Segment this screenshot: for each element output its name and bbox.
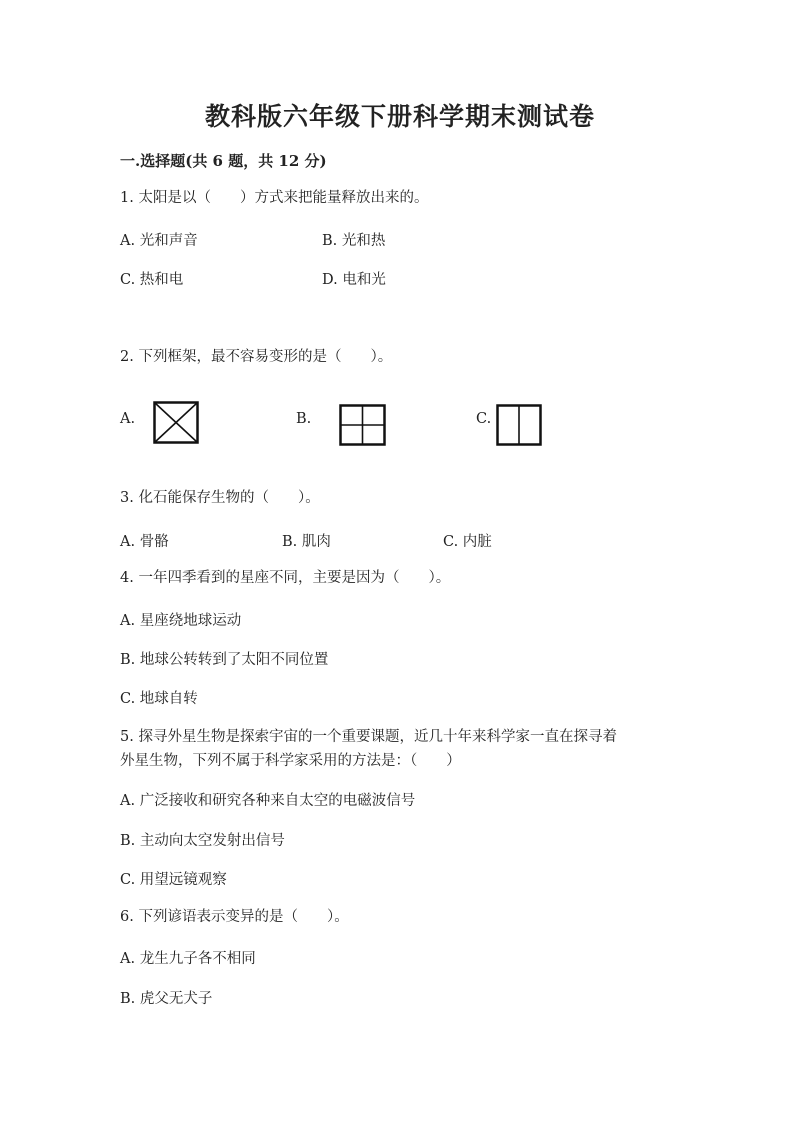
question-1-option-c: C. 热和电 xyxy=(120,272,184,288)
question-6-option-b: B. 虎父无犬子 xyxy=(120,991,213,1007)
question-4-option-c: C. 地球自转 xyxy=(120,691,198,707)
question-3-stem: 3. 化石能保存生物的（ ）。 xyxy=(120,490,320,506)
question-5-option-c: C. 用望远镜观察 xyxy=(120,872,227,888)
frame-diagonal-braced-figure xyxy=(153,401,199,444)
question-5-option-b: B. 主动向太空发射出信号 xyxy=(120,833,285,849)
question-1-option-a: A. 光和声音 xyxy=(120,233,198,249)
question-2-option-b: B. xyxy=(296,411,312,427)
frame-vertical-divider-figure xyxy=(496,404,542,446)
section-heading: 一.选择题(共 6 题，共 12 分) xyxy=(120,152,327,170)
question-1-option-b: B. 光和热 xyxy=(322,233,386,249)
question-4-stem: 4. 一年四季看到的星座不同，主要是因为（ ）。 xyxy=(120,570,451,586)
question-4-option-b: B. 地球公转转到了太阳不同位置 xyxy=(120,652,329,668)
question-2-option-c: C. xyxy=(476,411,492,427)
question-5-option-a: A. 广泛接收和研究各种来自太空的电磁波信号 xyxy=(120,793,416,809)
question-4-option-a: A. 星座绕地球运动 xyxy=(120,613,242,629)
question-6-stem: 6. 下列谚语表示变异的是（ ）。 xyxy=(120,909,349,925)
page-title: 教科版六年级下册科学期末测试卷 xyxy=(204,102,595,131)
question-5-stem-line-2: 外星生物，下列不属于科学家采用的方法是：（ ） xyxy=(120,753,461,769)
question-3-option-c: C. 内脏 xyxy=(443,534,492,550)
question-1-option-d: D. 电和光 xyxy=(322,272,386,288)
frame-cross-grid-figure xyxy=(339,404,386,446)
question-3-option-a: A. 骨骼 xyxy=(120,534,169,550)
question-2-option-a: A. xyxy=(120,411,136,427)
question-6-option-a: A. 龙生九子各不相同 xyxy=(120,951,256,967)
question-2-stem: 2. 下列框架，最不容易变形的是（ ）。 xyxy=(120,349,393,365)
question-5-stem-line-1: 5. 探寻外星生物是探索宇宙的一个重要课题，近几十年来科学家一直在探寻着 xyxy=(120,729,617,745)
question-3-option-b: B. 肌肉 xyxy=(282,534,331,550)
question-1-stem: 1. 太阳是以（ ）方式来把能量释放出来的。 xyxy=(120,190,429,206)
